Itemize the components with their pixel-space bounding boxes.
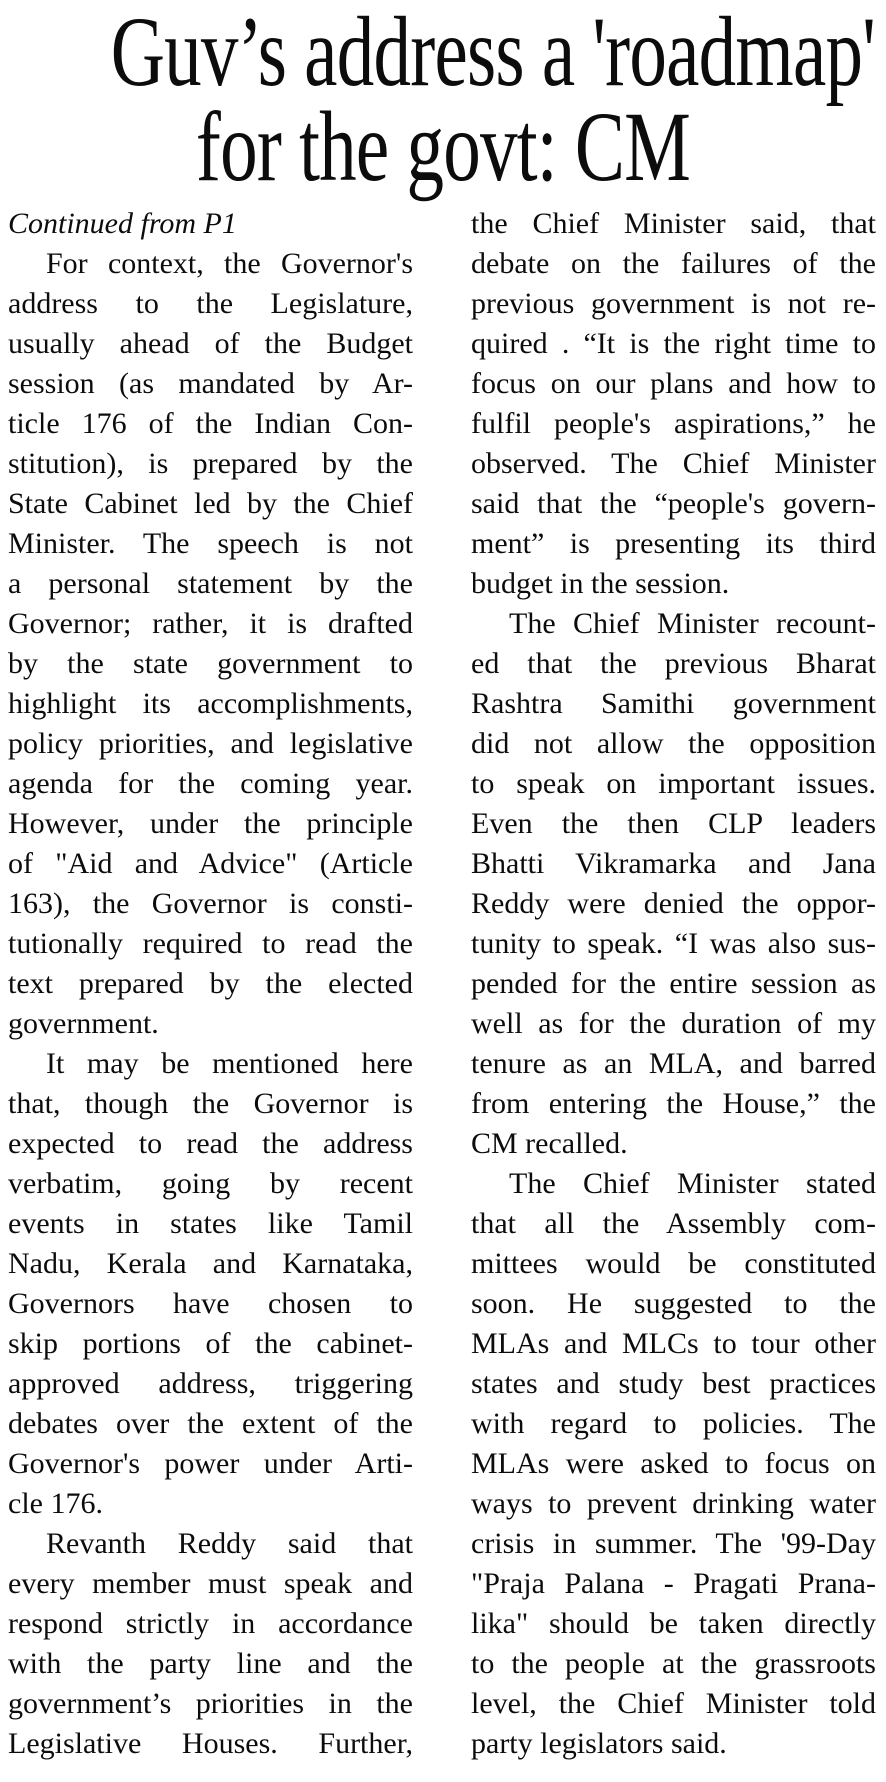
article-line: did not allow the opposition <box>471 727 876 760</box>
article-line: debates over the extent of the <box>8 1407 413 1440</box>
article-line: Reddy were denied the oppor- <box>471 887 876 920</box>
article-line: lika" should be taken directly <box>471 1607 876 1640</box>
article-line: soon. He suggested to the <box>471 1287 876 1320</box>
article-line: verbatim, going by recent <box>8 1167 413 1200</box>
article-line: previous government is not re- <box>471 287 876 320</box>
article-line: Legislative Houses. Further, <box>8 1727 413 1760</box>
article-line: State Cabinet led by the Chief <box>8 487 413 520</box>
article-line: well as for the duration of my <box>471 1007 876 1040</box>
article-line: Nadu, Kerala and Karnataka, <box>8 1247 413 1280</box>
article-line: Governors have chosen to <box>8 1287 413 1320</box>
article-line: fulfil people's aspirations,” he <box>471 407 876 440</box>
article-line: Rashtra Samithi government <box>471 687 876 720</box>
article-line: approved address, triggering <box>8 1367 413 1400</box>
article-line: focus on our plans and how to <box>471 367 876 400</box>
article-line: Minister. The speech is not <box>8 527 413 560</box>
article-line: CM recalled. <box>471 1127 628 1160</box>
article-line: ways to prevent drinking water <box>471 1487 876 1520</box>
article-line: to the people at the grassroots <box>471 1647 876 1680</box>
article-line: the Chief Minister said, that <box>471 207 876 240</box>
article-line: MLAs and MLCs to tour other <box>471 1327 876 1360</box>
headline-line-1: Guv’s address a 'roadmap' <box>110 0 876 107</box>
article-body <box>0 204 886 1764</box>
article-line: pended for the entire session as <box>471 967 876 1000</box>
headline-line-2: for the govt: CM <box>195 91 691 202</box>
article-column-left <box>8 204 413 1764</box>
article-line: Bhatti Vikramarka and Jana <box>471 847 876 880</box>
article-line: respond strictly in accordance <box>8 1607 413 1640</box>
article-line: government. <box>8 1007 159 1040</box>
article-line: said that the “people's govern- <box>471 487 876 520</box>
article-line: Governor; rather, it is drafted <box>8 607 413 640</box>
article-line: highlight its accomplishments, <box>8 687 413 720</box>
article-line: usually ahead of the Budget <box>8 327 413 360</box>
article-line: It may be mentioned here <box>46 1047 413 1080</box>
article-line: level, the Chief Minister told <box>471 1687 876 1720</box>
article-line: session (as mandated by Ar- <box>8 367 413 400</box>
article-line: ticle 176 of the Indian Con- <box>8 407 413 440</box>
article-line: from entering the House,” the <box>471 1087 876 1120</box>
article-line: events in states like Tamil <box>8 1207 413 1240</box>
article-line: The Chief Minister stated <box>509 1167 876 1200</box>
article-line: 163), the Governor is consti- <box>8 887 413 920</box>
article-line: government’s priorities in the <box>8 1687 413 1720</box>
article-line: that, though the Governor is <box>8 1087 413 1120</box>
article-line: text prepared by the elected <box>8 967 413 1000</box>
article-line: crisis in summer. The '99-Day <box>471 1527 876 1560</box>
article-line: Governor's power under Arti- <box>8 1447 413 1480</box>
article-line: observed. The Chief Minister <box>471 447 876 480</box>
article-line: However, under the principle <box>8 807 413 840</box>
article-line: address to the Legislature, <box>8 287 413 320</box>
article-line: to speak on important issues. <box>471 767 876 800</box>
article-line: tutionally required to read the <box>8 927 413 960</box>
article-line: tunity to speak. “I was also sus- <box>471 927 876 960</box>
article-line: states and study best practices <box>471 1367 876 1400</box>
article-line: Revanth Reddy said that <box>46 1527 413 1560</box>
article-line: with regard to policies. The <box>471 1407 876 1440</box>
article-line: ed that the previous Bharat <box>471 647 876 680</box>
article-line: that all the Assembly com- <box>471 1207 876 1240</box>
article-line: every member must speak and <box>8 1567 413 1600</box>
article-line: quired . “It is the right time to <box>471 327 876 360</box>
article-line: a personal statement by the <box>8 567 413 600</box>
article-line: tenure as an MLA, and barred <box>471 1047 876 1080</box>
article-line: For context, the Governor's <box>46 247 413 280</box>
article-line: The Chief Minister recount- <box>509 607 876 640</box>
headline <box>0 0 886 202</box>
article-line: stitution), is prepared by the <box>8 447 413 480</box>
article-line: skip portions of the cabinet- <box>8 1327 413 1360</box>
article-line: Even the then CLP leaders <box>471 807 876 840</box>
article-line: ment” is presenting its third <box>471 527 876 560</box>
article-line: agenda for the coming year. <box>8 767 413 800</box>
article-line: MLAs were asked to focus on <box>471 1447 876 1480</box>
article-column-right <box>471 204 876 1764</box>
article-line: budget in the session. <box>471 567 730 600</box>
article-line: by the state government to <box>8 647 413 680</box>
article-line: mittees would be constituted <box>471 1247 876 1280</box>
article-line: cle 176. <box>8 1487 103 1520</box>
article-line: expected to read the address <box>8 1127 413 1160</box>
article-line: "Praja Palana - Pragati Prana- <box>471 1567 876 1600</box>
article-line: of "Aid and Advice" (Article <box>8 847 413 880</box>
continued-from-note: Continued from P1 <box>8 207 237 240</box>
article-line: party legislators said. <box>471 1727 727 1760</box>
article-line: policy priorities, and legislative <box>8 727 413 760</box>
article-line: with the party line and the <box>8 1647 413 1680</box>
article-line: debate on the failures of the <box>471 247 876 280</box>
